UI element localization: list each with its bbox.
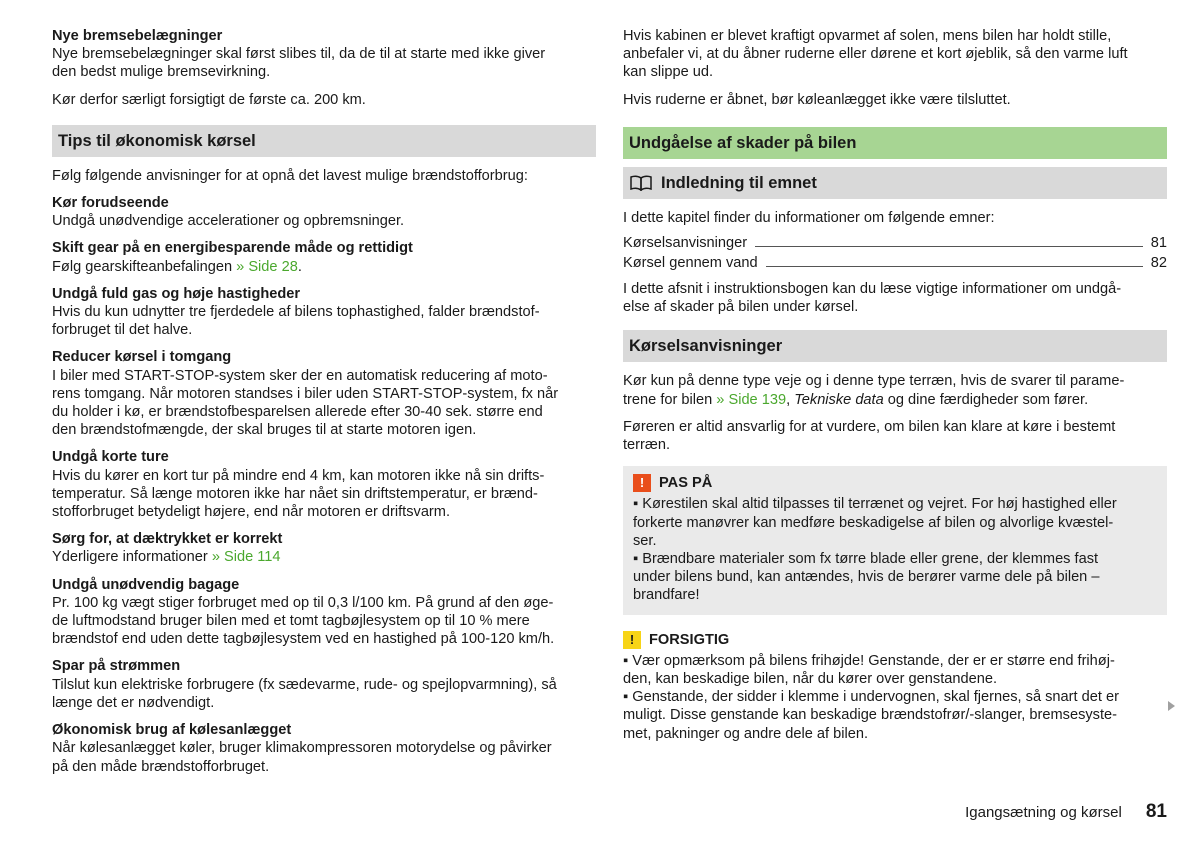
caution-item [623,688,1167,743]
text-line: Hvis kabinen er blevet kraftigt opvarmet af solen, mens bilen har holdt stille, [623,28,1112,44]
tip-block [52,239,596,275]
text-line: I dette afsnit i instruktionsbogen kan du læse vigtige informationer om undgå- [623,281,1122,298]
text-line: den, kan beskadige bilen, når du kører over genstandene. [623,671,998,688]
tip-title: Undgå unødvendig bagage [52,576,240,593]
tip-text: stofforbruget betydeligt højere, end når motoren er driftsvarm. [52,504,451,521]
page-footer [965,803,1167,822]
technical-data-ref: Tekniske data [794,391,884,408]
text-line: under bilens bund, kan antændes, hvis de berører varme dele på bilen – [633,569,1100,586]
text-line: muligt. Disse genstande kan beskadige brændstofrør/-slanger, bremsesyste- [623,707,1117,724]
text-line: kan slippe ud. [623,64,714,81]
tip-text [52,548,596,566]
windows-open-paragraph: Hvis ruderne er åbnet, bør køleanlægget ikke være tilsluttet. [623,91,1011,108]
caution-header [623,631,1167,649]
caution-title: FORSIGTIG [649,631,730,648]
text-line: ▪ Brændbare materialer som fx tørre blade eller grene, der klemmes fast [633,551,1099,568]
text-line: ▪ Genstande, der sidder i klemme i undervognen, skal fjernes, så snart det er [623,689,1119,706]
tip-block [52,530,596,566]
text-line: anbefaler vi, at du åbner ruderne eller dørene et kort øjeblik, så den varme luft [623,46,1128,63]
page-link[interactable]: » Side 139 [716,391,787,408]
brake-pads-advice: Kør derfor særligt forsigtigt de første ca. 200 km. [52,91,366,108]
warning-header [633,474,1157,492]
toc-row[interactable] [623,232,1167,252]
warning-item [633,550,1157,605]
cabin-heat-paragraph [623,27,1167,82]
text-line [623,391,1167,409]
text-part: trene for bilen [623,391,717,408]
tip-block [52,576,596,649]
toc-leader [755,246,1143,247]
tip-text: rens tomgang. Når motoren standses i biler uden START-STOP-system, fx når [52,385,559,402]
toc-leader [766,266,1143,267]
tip-text: den brændstofmængde, der skal bruges til at starte motoren igen. [52,422,477,439]
tip-text: forbruget til det halve. [52,322,193,339]
tip-text: Pr. 100 kg vægt stiger forbruget med op til 0,3 l/100 km. På grund af den øge- [52,594,554,611]
tip-title: Kør forudseende [52,195,169,212]
caution-box [623,631,1167,743]
footer-chapter: Igangsætning og kørsel [965,804,1122,821]
chapter-heading-avoid-damage: Undgåelse af skader på bilen [623,127,1167,159]
tip-text [52,258,596,276]
tip-text-end: . [297,258,302,275]
tip-text-part: Følg gearskifteanbefalingen [52,258,237,275]
tip-title: Økonomisk brug af kølesanlægget [52,722,292,739]
brake-pads-line: den bedst mulige bremsevirkning. [52,64,271,81]
tip-block [52,348,596,439]
toc-list [623,232,1167,272]
section-heading-driving-instructions: Kørselsanvisninger [623,330,1167,362]
tip-title: Sørg for, at dæktrykket er korrekt [52,531,283,548]
text-line: ser. [633,532,657,549]
text-line: terræn. [623,437,671,454]
tip-text: Hvis du kun udnytter tre fjerdedele af bilens tophastighed, falder brændstof- [52,304,540,321]
tip-text: du holder i kø, er brændstofbesparelsen allerede efter 30-40 sek. større end [52,404,543,421]
section-info-paragraph [623,280,1167,316]
tip-text: længe det er nødvendigt. [52,694,215,711]
text-line: Kør kun på denne type veje og i denne type terræn, hvis de svarer til parame- [623,373,1125,390]
text-line: ▪ Kørestilen skal altid tilpasses til terrænet og vejret. For høj hastighed eller [633,496,1117,513]
driving-paragraph-2 [623,418,1167,454]
tip-text: temperatur. Så længe motoren ikke har nået sin driftstemperatur, er brænd- [52,485,538,502]
toc-page: 82 [1150,254,1167,271]
tip-text: de luftmodstand bruger bilen med et tomt tagbøjlesystem op til 10 % mere [52,613,530,630]
text-line: met, pakninger og andre dele af bilen. [623,725,869,742]
driving-paragraph-1 [623,372,1167,408]
page-link[interactable]: » Side 28 [236,258,298,275]
tip-text: Undgå unødvendige accelerationer og opbremsninger. [52,213,405,230]
continue-arrow-icon [1168,701,1175,711]
left-column [52,27,596,785]
brake-pads-heading: Nye bremsebelægninger [52,28,223,44]
text-part: og dine færdigheder som fører. [883,391,1089,408]
tip-text: Hvis du kører en kort tur på mindre end 4 km, kan motoren ikke nå sin drifts- [52,467,545,484]
warning-box [623,466,1167,614]
tip-block [52,285,596,340]
toc-label: Kørsel gennem vand [623,254,758,271]
tip-title: Reducer kørsel i tomgang [52,349,232,366]
toc-page: 81 [1150,234,1167,251]
tip-text: Når kølesanlægget køler, bruger klimakompressoren motorydelse og påvirker [52,740,552,757]
brake-pads-line: Nye bremsebelægninger skal først slibes til, da de til at starte med ikke giver [52,46,546,63]
brake-pads-block [52,27,596,82]
section-heading-text: Indledning til emnet [661,173,817,192]
text-line: Føreren er altid ansvarlig for at vurdere, om bilen kan klare at køre i bestemt [623,418,1116,435]
caution-item [623,652,1167,688]
right-column [623,27,1167,743]
text-part: , [786,391,795,408]
tip-text: på den måde brændstofforbruget. [52,758,270,775]
tip-block [52,194,596,230]
page-number: 81 [1145,801,1167,822]
intro-text: I dette kapitel finder du informationer om følgende emner: [623,209,995,226]
tip-title: Undgå fuld gas og høje hastigheder [52,285,301,302]
tip-title: Undgå korte ture [52,449,169,466]
toc-label: Kørselsanvisninger [623,234,748,251]
tip-block [52,721,596,776]
page-link[interactable]: » Side 114 [211,549,281,566]
tip-title: Spar på strømmen [52,658,181,675]
tip-text: Tilslut kun elektriske forbrugere (fx sædevarme, rude- og spejlopvarmning), så [52,676,557,693]
book-icon [629,175,653,191]
text-line: brandfare! [633,587,700,604]
section-heading-eco-driving: Tips til økonomisk kørsel [52,125,596,157]
text-line: ▪ Vær opmærksom på bilens frihøjde! Genstande, der er er større end frihøj- [623,652,1115,669]
warning-item [633,495,1157,550]
tip-block [52,657,596,712]
tip-block [52,448,596,521]
toc-row[interactable] [623,252,1167,272]
tip-text-part: Yderligere informationer [52,549,212,566]
warning-icon: ! [633,474,651,492]
tip-title: Skift gear på en energibesparende måde og rettidigt [52,240,413,257]
tip-text: brændstof end uden dette tagbøjlesystem ved en hastighed på 100-120 km/h. [52,631,555,648]
caution-icon: ! [623,631,641,649]
warning-title: PAS PÅ [659,475,713,492]
text-line: else af skader på bilen under kørsel. [623,299,859,316]
eco-intro: Følg følgende anvisninger for at opnå det lavest mulige brændstofforbrug: [52,167,528,184]
tip-text: I biler med START-STOP-system sker der en automatisk reducering af moto- [52,367,548,384]
section-heading-introduction [623,167,1167,199]
text-line: forkerte manøvrer kan medføre beskadigelse af bilen og alvorlige kvæstel- [633,514,1114,531]
